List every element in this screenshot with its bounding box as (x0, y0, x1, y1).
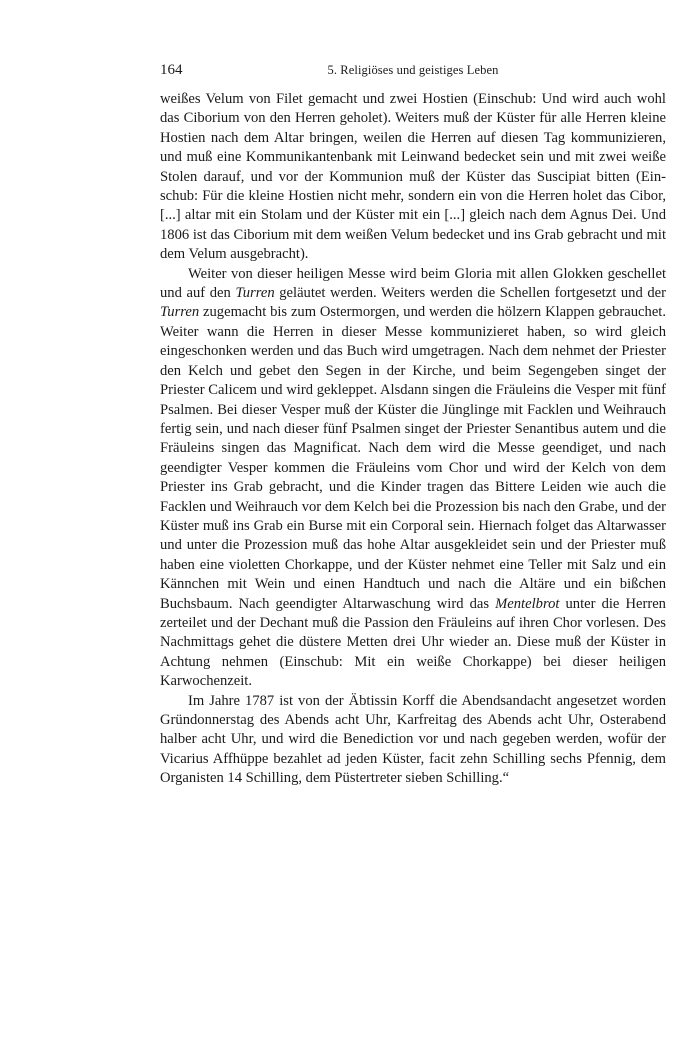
italic-term: Turren (235, 285, 275, 302)
chapter-title: 5. Religiöses und geistiges Leben (327, 63, 499, 77)
italic-term: Mentelbrot (495, 595, 560, 612)
paragraph (160, 265, 666, 692)
text-run: zugemacht bis zum Ostermorgen, und werden die hölzern Klappen gebrauchet. Weiter wann die Herren in dieser Messe kommunizieret haben, so wird gleich eingeschonken werden und das Buch wird umgetragen. Nach dem nehmet der Priester den Kelch und gebet den Segen in der Kirche, und beim Segengeben singet der Priester Calicem und wird gekleppet. Alsdann singen die Fräuleins die Vesper mit fünf Psalmen. Bei dieser Vesper muß der Küster die Jünglinge mit Facklen und Weihrauch fertig sein, und nach dieser fünf Psalmen singet der Priester Senantibus autem und die Fräuleins singen das Magnificat. Nach dem wird die Messe geendiget, und nach geendigter Vesper kommen die Fräuleins vom Chor und wird der Kelch von dem Priester ins Grab gebracht, und die Kinder tragen das Bittere Leiden wie auch die Facklen und Weihrauch vor dem Kelch bei die Prozession bis nach den Grabe, und der Küster muß ins Grab ein Burse mit ein Corporal sein. Hiernach folget das Altarwasser und unter die Prozession muß das hohe Altar ausgekleidet sein und der Priester muß haben eine violetten Chorkappe, und der Küster nehmet eine Teller mit Salz und ein Kännchen mit Wein und einen Handtuch und nach die Altäre und ein bißchen Buchsbaum. Nach geendigter Altarwaschung wird das (160, 304, 666, 612)
text-run: Weiter von dieser heiligen Messe wird beim Gloria mit allen Glokken geschellet und auf den (160, 265, 666, 302)
page-number: 164 (160, 62, 183, 78)
paragraph (160, 692, 666, 789)
running-header (160, 56, 666, 82)
text-run: weißes Velum von Filet gemacht und zwei Hostien (Einschub: Und wird auch wohl das Ciborium von den Herren geholet). Weiters muß der Küster für alle Herren kleine Hostien nach dem Altar bringen, weilen die Herren auf diesen Tag kommunizieren, und muß eine Kommunikantenbank mit Leinwand bedecket sein und mit zwei weiße Stolen darauf, und vor der Kommunion muß der Küster das Suscipiat bitten (Einschub: Für die kleine Hostien nicht mehr, sondern ein von die Herren holet das Cibor, [...] altar mit ein Stolam und der Küster mit ein [...] gleich nach dem Agnus Dei. Und 1806 ist das Ciborium mit dem weißen Velum bedecket und ins Grab gebracht und mit dem Velum ausgebracht). (160, 91, 666, 263)
paragraph (160, 90, 666, 265)
book-page (160, 56, 666, 789)
text-run: Im Jahre 1787 ist von der Äbtissin Korff die Abendsandacht angesetzet worden Gründonnerstag des Abends acht Uhr, Karfreitag des Abends acht Uhr, Osterabend halber acht Uhr, und wird die Benediction vor und nach gegeben werden, wofür der Vicarius Affhüppe bezahlet ad jeden Küster, facit zehn Schilling sechs Pfennig, dem Organisten 14 Schilling, dem Püstertreter sieben Schilling.“ (160, 692, 666, 787)
body-text (160, 90, 666, 789)
text-run: geläutet werden. Weiters werden die Schellen fortgesetzt und der (274, 285, 666, 302)
text-run: unter die Herren zerteilet und der Dechant muß die Passion den Fräuleins auf ihren Chor vorlesen. Des Nachmittags gehet die düstere Metten drei Uhr wieder an. Diese muß der Küster in Achtung nehmen (Einschub: Mit ein weiße Chorkappe) bei dieser heiligen Karwochenzeit. (160, 595, 666, 690)
italic-term: Turren (160, 304, 200, 321)
